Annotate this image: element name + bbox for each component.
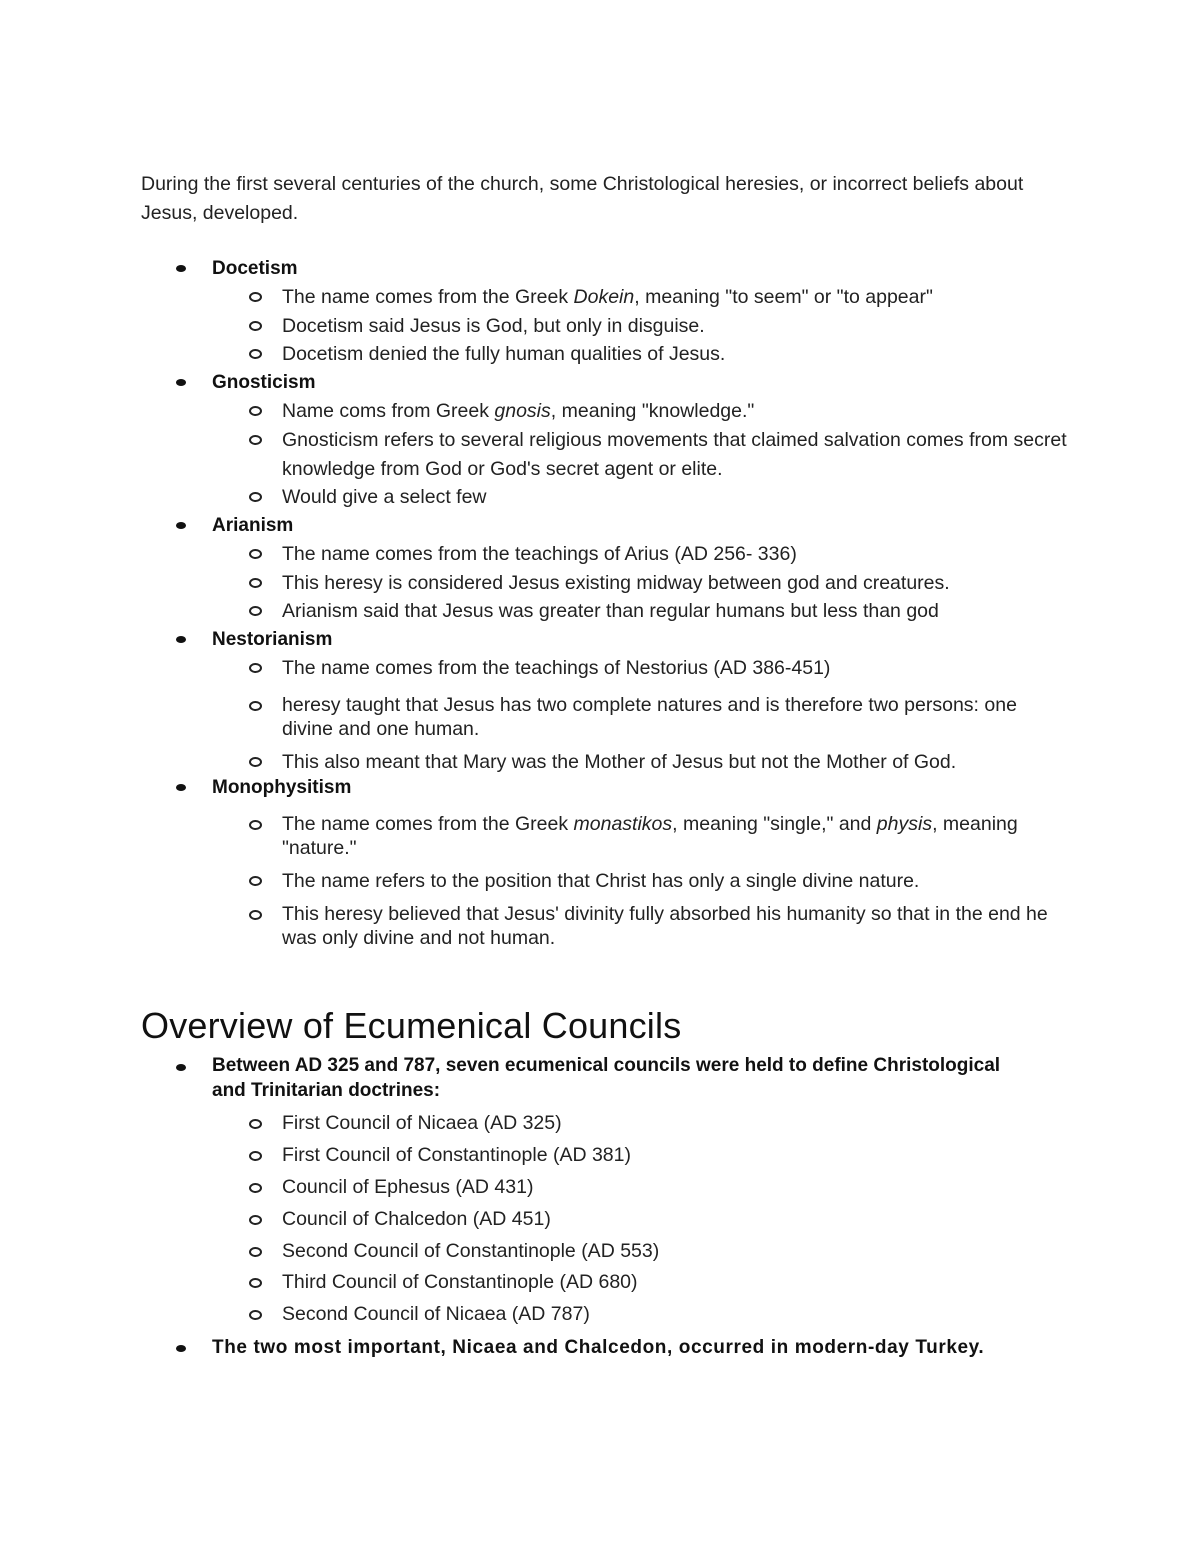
gnosticism-point-1 [282, 398, 754, 424]
monophysitism-point-1 [282, 812, 1072, 860]
council-item: Third Council of Constantinople (AD 680) [282, 1271, 638, 1293]
gnosticism-point-1-text: Name coms from Greek [282, 400, 495, 422]
intro-paragraph: During the first several centuries of the church, some Christological heresies, or incorrect beliefs about Jesus, developed. [141, 173, 1024, 224]
bullet-circle-icon [249, 876, 262, 886]
gnosticism-greek-term: gnosis [494, 400, 551, 422]
bullet-circle-icon [249, 1183, 262, 1193]
nestorianism-point-1: The name comes from the teachings of Nestorius (AD 386-451) [282, 657, 831, 679]
arianism-point-1: The name comes from the teachings of Arius (AD 256- 336) [282, 543, 797, 565]
council-item: First Council of Constantinople (AD 381) [282, 1144, 631, 1166]
docetism-point-1-text: The name comes from the Greek [282, 286, 574, 308]
bullet-circle-icon [249, 663, 262, 673]
gnosticism-point-2: Gnosticism refers to several religious movements that claimed salvation comes from secret knowledge from God or God's secret agent or elite. [282, 429, 1067, 480]
bullet-circle-icon [249, 1215, 262, 1225]
bullet-disc-icon [176, 1064, 186, 1071]
bullet-circle-icon [249, 820, 262, 830]
docetism-point-2: Docetism said Jesus is God, but only in disguise. [282, 315, 705, 337]
nestorianism-point-3: This also meant that Mary was the Mother of Jesus but not the Mother of God. [282, 751, 957, 773]
bullet-disc-icon [176, 265, 186, 272]
bullet-circle-icon [249, 910, 262, 920]
docetism-point-3: Docetism denied the fully human qualities of Jesus. [282, 343, 726, 365]
monophysitism-point-1-mid: , meaning "single," and [672, 813, 877, 835]
bullet-circle-icon [249, 701, 262, 711]
bullet-circle-icon [249, 549, 262, 559]
council-item: Council of Chalcedon (AD 451) [282, 1208, 551, 1230]
monophysitism-point-3: This heresy believed that Jesus' divinity fully absorbed his humanity so that in the end he was only divine and not human. [282, 903, 1048, 949]
bullet-circle-icon [249, 1310, 262, 1320]
bullet-circle-icon [249, 1247, 262, 1257]
bullet-circle-icon [249, 406, 262, 416]
bullet-circle-icon [249, 757, 262, 767]
nestorianism-point-2: heresy taught that Jesus has two complete natures and is therefore two persons: one divine and one human. [282, 694, 1017, 740]
bullet-circle-icon [249, 1278, 262, 1288]
gnosticism-point-3: Would give a select few [282, 486, 487, 508]
council-item: Council of Ephesus (AD 431) [282, 1176, 534, 1198]
heresy-title-gnosticism: Gnosticism [212, 372, 316, 393]
heresy-title-nestorianism: Nestorianism [212, 629, 333, 650]
bullet-disc-icon [176, 784, 186, 791]
bullet-circle-icon [249, 349, 262, 359]
bullet-circle-icon [249, 492, 262, 502]
monophysitism-point-1-tail: , meaning "nature." [282, 813, 1018, 859]
arianism-point-3: Arianism said that Jesus was greater than regular humans but less than god [282, 600, 939, 622]
councils-final-note: The two most important, Nicaea and Chalcedon, occurred in modern-day Turkey. [212, 1337, 985, 1358]
gnosticism-point-1-tail: , meaning "knowledge." [550, 400, 755, 422]
docetism-point-1-tail: , meaning "to seem" or "to appear" [634, 286, 933, 308]
monophysitism-point-2: The name refers to the position that Christ has only a single divine nature. [282, 870, 920, 892]
bullet-disc-icon [176, 379, 186, 386]
bullet-disc-icon [176, 1345, 186, 1352]
council-item: First Council of Nicaea (AD 325) [282, 1112, 562, 1134]
council-item: Second Council of Constantinople (AD 553) [282, 1240, 660, 1262]
bullet-circle-icon [249, 1151, 262, 1161]
bullet-circle-icon [249, 606, 262, 616]
bullet-circle-icon [249, 435, 262, 445]
heresy-title-docetism: Docetism [212, 258, 298, 279]
heresy-title-monophysitism: Monophysitism [212, 777, 352, 798]
councils-heading: Overview of Ecumenical Councils [141, 1005, 682, 1046]
arianism-point-2: This heresy is considered Jesus existing midway between god and creatures. [282, 572, 950, 594]
councils-lead: Between AD 325 and 787, seven ecumenical councils were held to define Christological and Trinitarian doctrines: [212, 1055, 1001, 1101]
docetism-greek-term: Dokein [573, 286, 635, 308]
bullet-circle-icon [249, 1119, 262, 1129]
bullet-disc-icon [176, 636, 186, 643]
council-item: Second Council of Nicaea (AD 787) [282, 1303, 590, 1325]
docetism-point-1 [282, 284, 933, 310]
heresy-title-arianism: Arianism [212, 515, 294, 536]
monophysitism-greek-term-2: physis [876, 813, 933, 835]
monophysitism-greek-term-1: monastikos [573, 813, 673, 835]
bullet-circle-icon [249, 292, 262, 302]
bullet-circle-icon [249, 578, 262, 588]
bullet-disc-icon [176, 522, 186, 529]
bullet-circle-icon [249, 321, 262, 331]
monophysitism-point-1-text: The name comes from the Greek [282, 813, 574, 835]
